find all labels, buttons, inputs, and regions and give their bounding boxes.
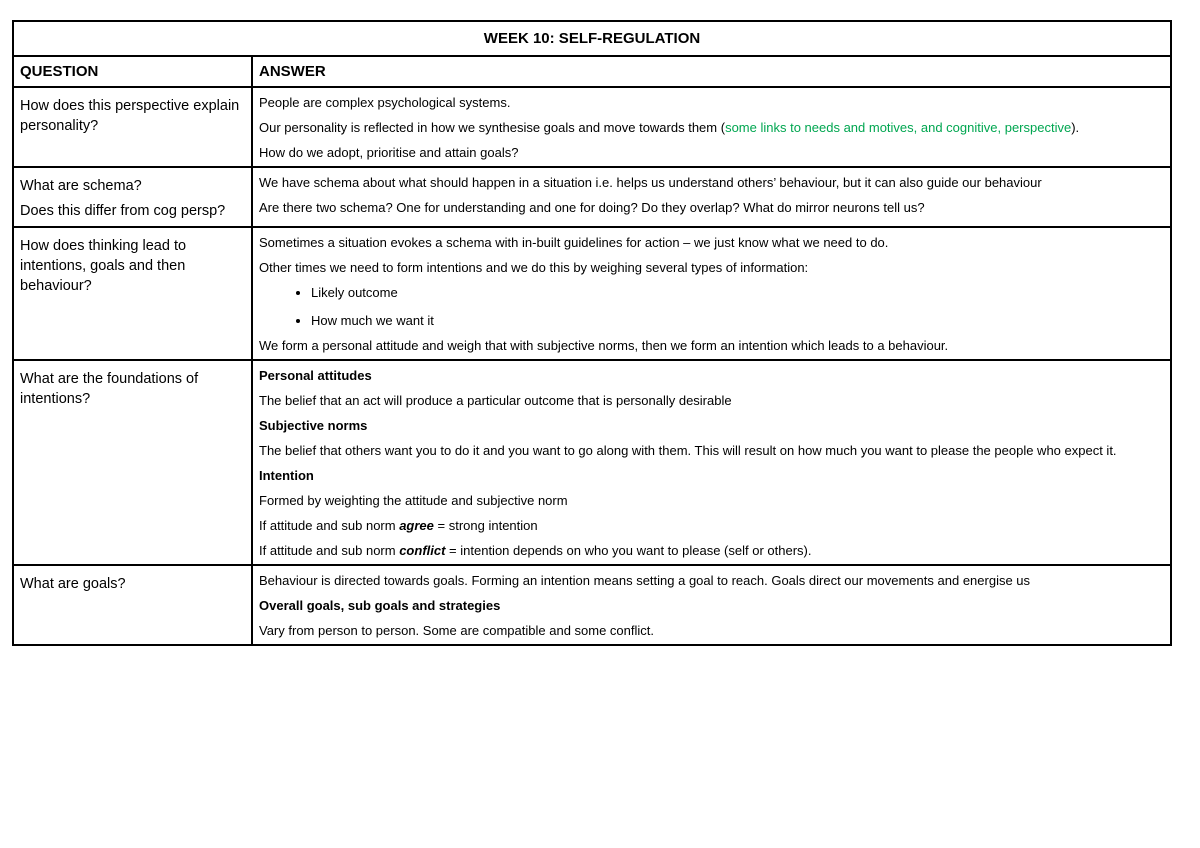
answer-subheading: Overall goals, sub goals and strategies [259, 598, 501, 613]
table-row [13, 360, 1171, 565]
answer-text: Formed by weighting the attitude and subjective norm [259, 493, 568, 508]
answer-cell [252, 565, 1171, 645]
question-column-header: QUESTION [13, 56, 252, 87]
answer-text: Sometimes a situation evokes a schema with in-built guidelines for action – we just know what we need to do. [259, 235, 889, 250]
table-row [13, 565, 1171, 645]
answer-cell [252, 360, 1171, 565]
page-title: WEEK 10: SELF-REGULATION [13, 21, 1171, 56]
answer-text [259, 119, 1164, 136]
header-row [13, 56, 1171, 87]
answer-text-part: Our personality is reflected in how we synthesise goals and move towards them ( [259, 120, 726, 135]
answer-text: The belief that an act will produce a particular outcome that is personally desirable [259, 393, 732, 408]
question-cell [13, 360, 252, 565]
question-text: What are the foundations of intentions? [20, 371, 199, 407]
list-item: • Likely outcome [311, 284, 1164, 301]
question-cell [13, 87, 252, 167]
answer-text [259, 517, 1164, 534]
table-row [13, 227, 1171, 360]
table-row [13, 167, 1171, 227]
question-text: Does this differ from cog persp? [20, 203, 226, 219]
answer-text: We have schema about what should happen in a situation i.e. helps us understand others’ behaviour, but it can also guide our behaviour [259, 175, 1042, 190]
title-row [13, 21, 1171, 56]
question-cell [13, 227, 252, 360]
answer-cell [252, 87, 1171, 167]
answer-text: Other times we need to form intentions and we do this by weighing several types of information: [259, 260, 809, 275]
green-note-text: some links to needs and motives, and cognitive, perspective [725, 120, 1072, 135]
answer-text: The belief that others want you to do it and you want to go along with them. This will result on how much you want to please the people who expect it. [259, 443, 1117, 458]
answer-text-part: If attitude and sub norm [259, 518, 400, 533]
emphasis-text: conflict [399, 543, 446, 558]
answer-cell [252, 227, 1171, 360]
answer-subheading: Intention [259, 468, 314, 483]
question-text: What are schema? [20, 178, 142, 194]
list-item: • How much we want it [311, 312, 1164, 329]
table-row [13, 87, 1171, 167]
answer-cell [252, 167, 1171, 227]
answer-column-header: ANSWER [252, 56, 1171, 87]
question-text: What are goals? [20, 576, 126, 592]
answer-subheading: Subjective norms [259, 418, 368, 433]
answer-text [259, 542, 1164, 559]
answer-text: We form a personal attitude and weigh that with subjective norms, then we form an intention which leads to a behaviour. [259, 338, 949, 353]
answer-subheading: Personal attitudes [259, 368, 372, 383]
answer-text-part: = intention depends on who you want to please (self or others). [445, 543, 812, 558]
question-cell [13, 565, 252, 645]
question-text: How does this perspective explain personality? [20, 98, 240, 134]
answer-text: Behaviour is directed towards goals. Forming an intention means setting a goal to reach. Goals direct our movements and energise us [259, 573, 1031, 588]
answer-text: People are complex psychological systems. [259, 95, 511, 110]
question-text: How does thinking lead to intentions, goals and then behaviour? [20, 238, 187, 294]
answer-text-part: If attitude and sub norm [259, 543, 400, 558]
answer-text: Vary from person to person. Some are compatible and some conflict. [259, 623, 655, 638]
answer-text: Are there two schema? One for understanding and one for doing? Do they overlap? What do mirror neurons tell us? [259, 200, 925, 215]
emphasis-text: agree [399, 518, 434, 533]
notes-table [12, 20, 1172, 646]
bullet-list [259, 284, 1164, 329]
question-cell [13, 167, 252, 227]
answer-text-part: = strong intention [433, 518, 538, 533]
answer-text: How do we adopt, prioritise and attain goals? [259, 145, 519, 160]
answer-text-part: ). [1071, 120, 1080, 135]
